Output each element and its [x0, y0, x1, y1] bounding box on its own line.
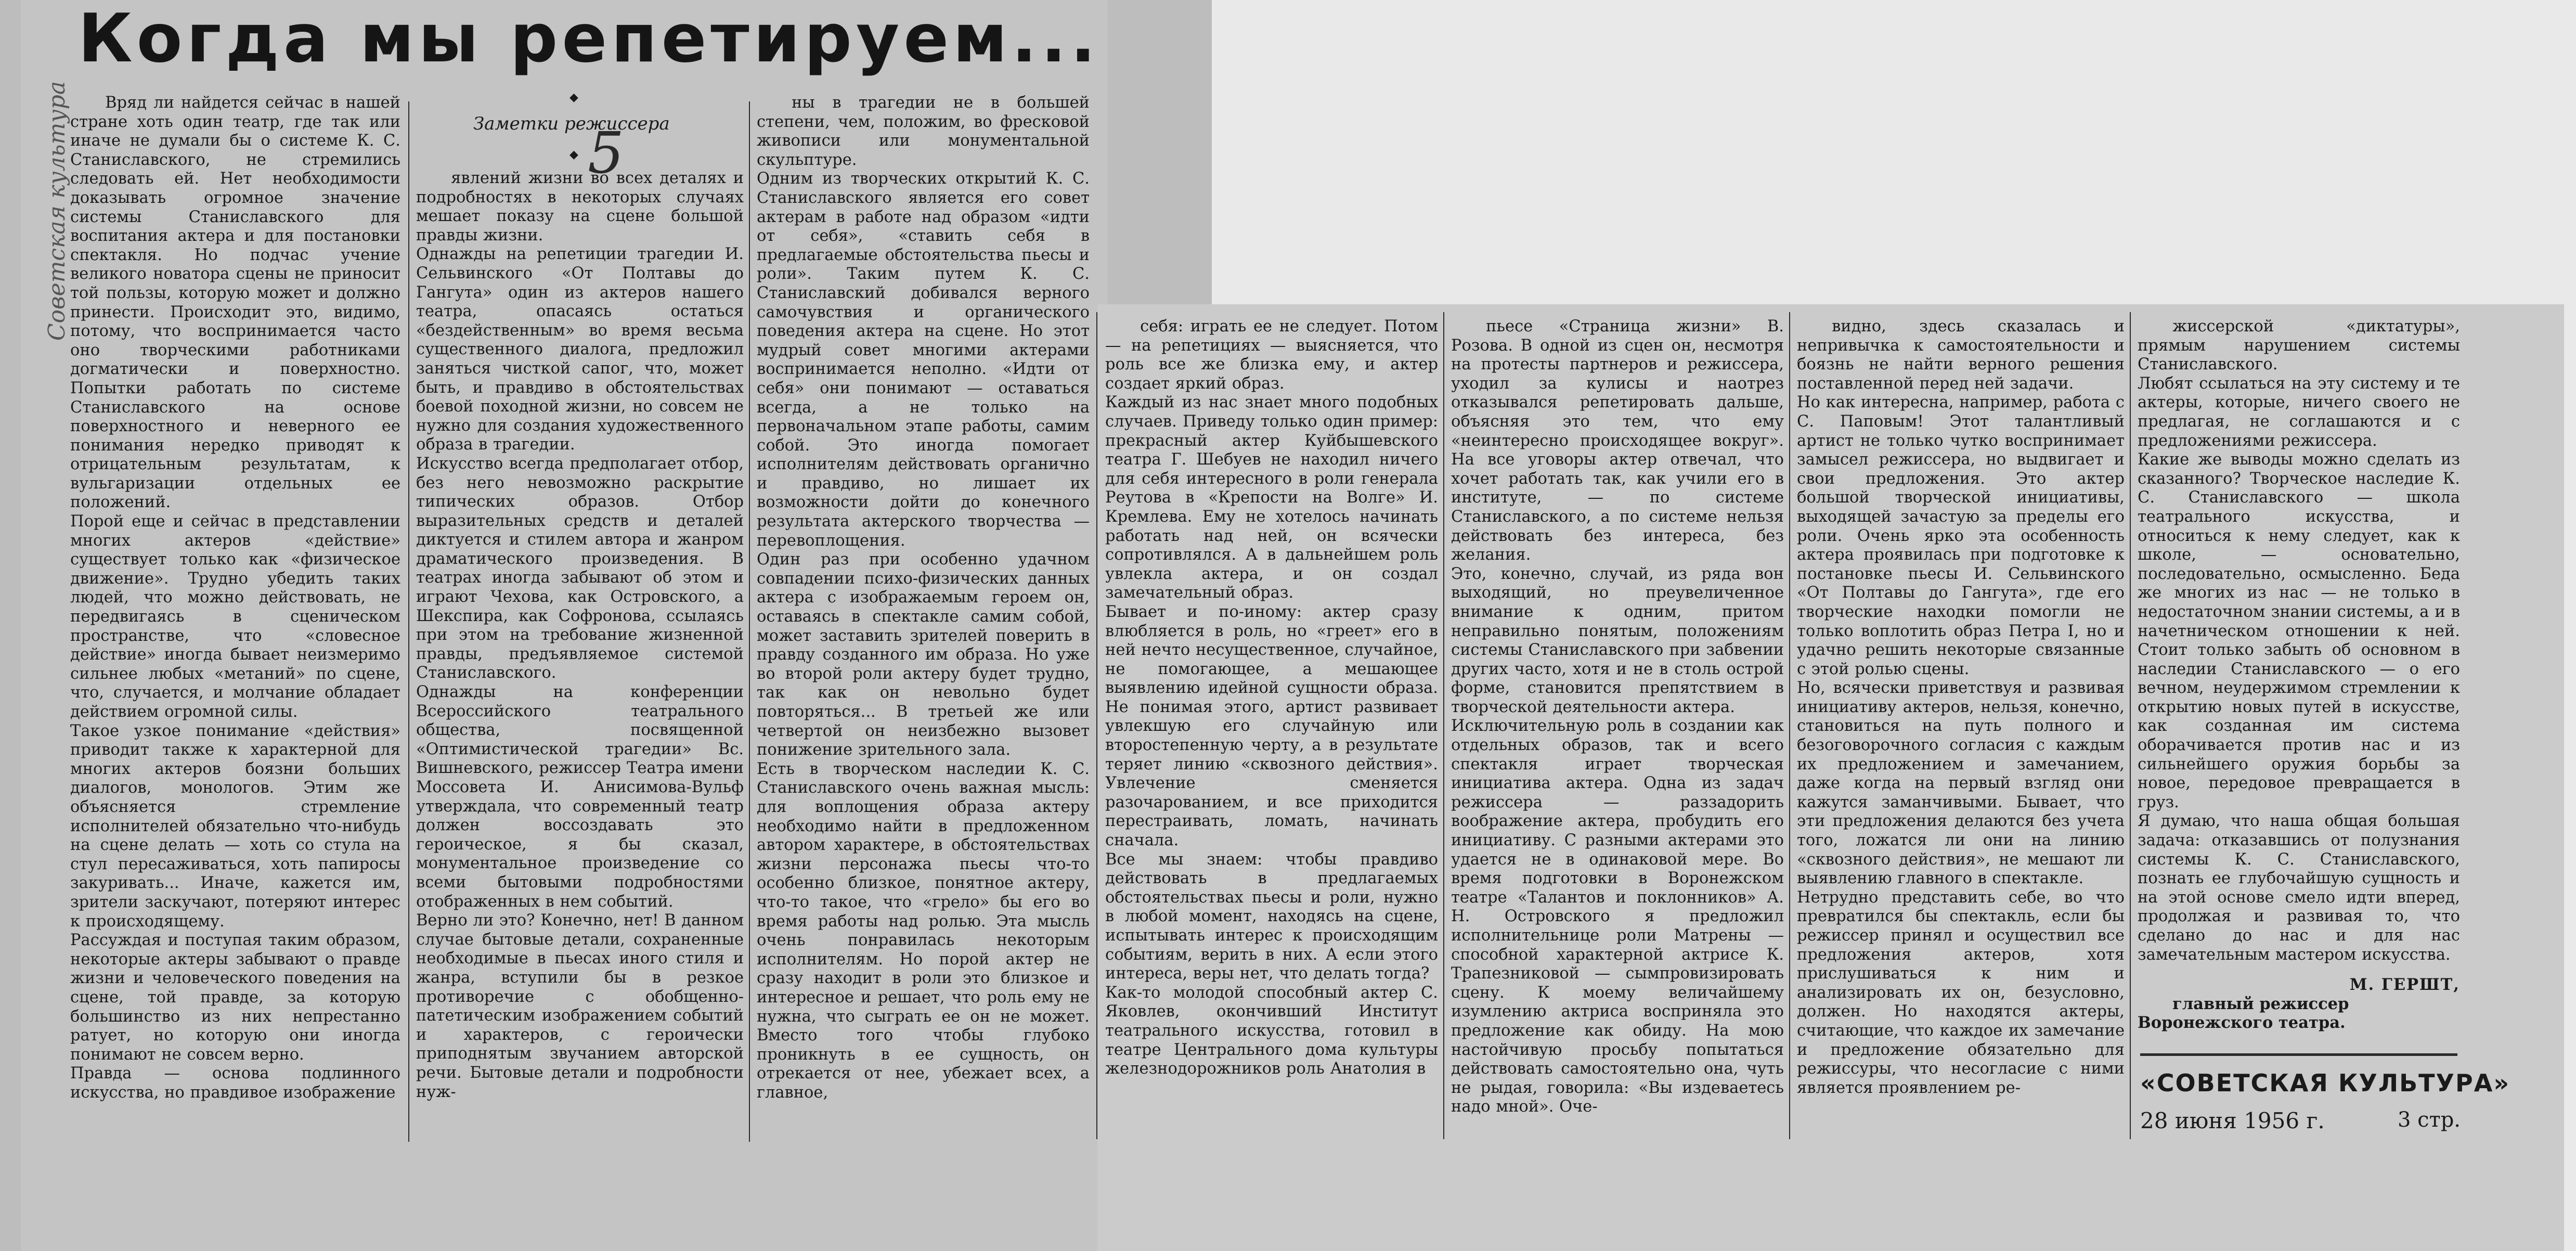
author-role: главный режиссер Воронежского театра. [2138, 994, 2349, 1033]
handwritten-margin-note: Советская культура [44, 81, 71, 341]
article-subtitle: Заметки режиссера [473, 113, 670, 134]
column-rule [2130, 312, 2131, 1139]
ornament-top: ◆ [569, 91, 578, 104]
source-rule [2140, 1053, 2457, 1056]
article-column-7: жиссерской «диктатуры», прямым нарушением системы Станиславского. Любят ссылаться на эту систему и те актеры, которые, ничего своего не предлагая, не соглашаются и с предложениями режиссера. Какие же выводы можно сделать из сказанного? Творческое наследие К. С. Станиславского — школа театрального искусства, и относиться к нему следует, как к школе, — основательно, последовательно, осмысленно. Беда же многих из нас — не только в недостаточном знании системы, а и в начетническом отношении к ней. Стоит только забыть об основном в наследии Станиславского — о его вечном, неудержимом стремлении к открытию новых путей в искусстве, как созданная им система оборачивается против нас и из сильнейшего оружия борьбы за новое, передовое превращается в груз. Я думаю, что наша общая большая задача: отказавшись от полузнания системы К. С. Станиславского, познать ее глубочайшую сущность и на этой основе смело идти вперед, продолжая и развивая то, что сделано до нас и для нас замечательным мастером искусства. [2138, 317, 2460, 964]
newspaper-name: «СОВЕТСКАЯ КУЛЬТУРА» [2140, 1069, 2510, 1097]
author-name: М. ГЕРШТ, [2349, 975, 2460, 994]
column-rule [1096, 312, 1097, 1139]
article-column-5: пьесе «Страница жизни» В. Розова. В одной из сцен он, несмотря на протесты партнеров и режиссера, уходил за кулисы и наотрез отказывался репетировать дальше, объясняя это тем, что ему «неинтересно происходящее вокруг». На все уговоры актер отвечал, что хочет работать так, как учили его в институте, — по системе Станиславского, а по системе нельзя действовать без интереса, без желания. Это, конечно, случай, из ряда вон выходящий, но преувеличенное внимание к одним, притом неправильно понятым, положениям системы Станиславского при забвении других часто, хотя и не в столь острой форме, становится препятствием в творческой деятельности актера. Исключительную роль в создании как отдельных образов, так и всего спектакля играет творческая инициатива актера. Одна из задач режиссера — раззадорить воображение актера, пробудить его инициативу. С разными актерами это удается не в одинаковой мере. Во время подготовки в Воронежском театре «Талантов и поклонников» А. Н. Островского я предложил исполнительнице роли Матрены — способной характерной актрисе К. Трапезниковой — сымпровизировать сцену. К моему величайшему изумлению актриса восприняла это предложение как обиду. На мою настойчивую просьбу попытаться действовать самостоятельно она, чуть не рыдая, говорила: «Вы издеваетесь надо мной». Оче- [1451, 317, 1784, 1116]
article-column-1: Вряд ли найдется сейчас в нашей стране хоть один театр, где так или иначе не думали бы о системе К. С. Станиславского, не стремились следовать ей. Нет необходимости доказывать огромное значение системы Станиславского для воспитания актера и для постановки спектакля. Но подчас учение великого новатора сцены не приносит той пользы, которую может и должно принести. Происходит это, видимо, потому, что воспринимается часто оно творческими работниками догматически и поверхностно. Попытки работать по системе Станиславского на основе поверхностного и неверного ее понимания нередко приводят к отрицательным результатам, к вульгаризации отдельных ее положений. Порой еще и сейчас в представлении многих актеров «действие» существует только как «физическое движение». Трудно убедить таких людей, что можно действовать, не передвигаясь в сценическом пространстве, что «словесное действие» иногда бывает неизмеримо сильнее любых «метаний» по сцене, что, случается, и молчание обладает действием огромной силы. Такое узкое понимание «действия» приводит также к характерной для многих актеров боязни больших диалогов, монологов. Этим же объясняется стремление исполнителей обязательно что-нибудь на сцене делать — хоть со стула на стул пересаживаться, хоть папиросы закуривать... Иначе, кажется им, зрители заскучают, потеряют интерес к происходящему. Рассуждая и поступая таким образом, некоторые актеры забывают о правде жизни и человеческого поведения на сцене, той правде, за которую большинство из них непрестанно ратует, но которую они иногда понимают не совсем верно. Правда — основа подлинного искусства, но правдивое изображение [70, 94, 400, 1102]
column-rule [408, 101, 409, 1142]
publication-date: 28 июня 1956 г. [2140, 1108, 2325, 1133]
article-column-6: видно, здесь сказалась и непривычка к самостоятельности и боязнь не найти верного решения поставленной перед ней задачи. Но как интересна, например, работа с С. Паповым! Этот талантливый артист не только чутко воспринимает замысел режиссера, но выдвигает и свои предложения. Это актер большой творческой инициативы, выходящей зачастую за пределы его роли. Очень ярко эта особенность актера проявилась при подготовке к постановке пьесы И. Сельвинского «От Полтавы до Гангута», где его творческие находки помогли не только воплотить образ Петра I, но и удачно решить некоторые связанные с этой ролью сцены. Но, всячески приветствуя и развивая инициативу актеров, нельзя, конечно, становиться на путь полного и безоговорочного согласия с каждым их предложением и замечанием, даже когда на первый взгляд они кажутся заманчивыми. Бывает, что эти предложения делаются без учета того, ложатся ли они на линию «сквозного действия», не мешают ли выявлению главного в спектакле. Нетрудно представить себе, во что превратился бы спектакль, если бы режиссер принял и осуществил все предложения актеров, хотя прислушиваться к ним и анализировать их он, безусловно, должен. Но находятся актеры, считающие, что каждое их замечание и предложение обязательно для режиссуры, что несогласие с ними является проявлением ре- [1797, 317, 2125, 1097]
article-title: Когда мы репетируем... [78, 0, 1100, 78]
article-column-3: ны в трагедии не в большей степени, чем, положим, во фресковой живописи или монументальной скульптуре. Одним из творческих открытий К. С. Станиславского является его совет актерам в работе над образом «идти от себя», «ставить себя в предлагаемые обстоятельства пьесы и роли». Таким путем К. С. Станиславский добивался верного самочувствия и органического поведения актера на сцене. Но этот мудрый совет многими актерами воспринимается неполно. «Идти от себя» они понимают — оставаться всегда, а не только на первоначальном этапе работы, самим собой. Это иногда помогает исполнителям действовать органично и правдиво, но лишает их возможности дойти до конечного результата актерского творчества — перевоплощения. Один раз при особенно удачном совпадении психо-физических данных актера с изображаемым героем он, оставаясь в спектакле самим собой, может заставить зрителей поверить в правду созданного им образа. Но уже во второй роли актеру будет трудно, так как он невольно будет повторяться... В третьей же или четвертой он неизбежно вызовет понижение зрительного зала. Есть в творческом наследии К. С. Станиславского очень важная мысль: для воплощения образа актеру необходимо найти в предложенном автором характере, в обстоятельствах жизни персонажа пьесы что-то особенно близкое, понятное актеру, что-то такое, что «грело» бы его во время работы над ролью. Эта мысль очень понравилась некоторым исполнителям. Но порой актер не сразу находит в роли это близкое и интересное и решает, что роль ему не нужна, что сыграть ее он не может. Вместо того чтобы глубоко проникнуть в ее сущность, он отрекается от нее, убежает всех, а главное, [757, 94, 1090, 1102]
ornament-bottom: ◆ [569, 148, 578, 161]
column-rule [1789, 312, 1790, 1139]
column-rule [1443, 312, 1444, 1139]
pen-mark: 5 [588, 120, 624, 186]
author-signature [2138, 975, 2460, 1033]
column-rule [749, 101, 750, 1142]
page-number: 3 стр. [2398, 1108, 2461, 1132]
article-column-2: явлений жизни во всех деталях и подробностях в некоторых случаях мешает показу на сцене большой правды жизни. Однажды на репетиции трагедии И. Сельвинского «От Полтавы до Гангута» один из актеров нашего театра, опасаясь остаться «бездейственным» во время весьма существенного диалога, предложил заняться чисткой сапог, что, может быть, и правдиво в обстоятельствах боевой походной жизни, но совсем не нужно для создания художественного образа в трагедии. Искусство всегда предполагает отбор, без него невозможно раскрытие типических образов. Отбор выразительных средств и деталей диктуется и стилем автора и жанром драматического произведения. В театрах иногда забывают об этом и играют Чехова, как Островского, а Шекспира, как Софронова, ссылаясь при этом на требование жизненной правды, предъявляемое системой Станиславского. Однажды на конференции Всероссийского театрального общества, посвященной «Оптимистической трагедии» Вс. Вишневского, режиссер Театра имени Моссовета И. Анисимова-Вульф утверждала, что современный театр должен воссоздавать это героическое, я бы сказал, монументальное произведение со всеми бытовыми подробностями отображенных в нем событий. Верно ли это? Конечно, нет! В данном случае бытовые детали, сохраненные необходимые в пьесах иного стиля и жанра, вступили бы в резкое противоречие с обобщенно-патетическим изображением событий и характеров, с героически приподнятым звучанием авторской речи. Бытовые детали и подробности нуж- [416, 169, 744, 1101]
article-column-4: себя: играть ее не следует. Потом — на репетициях — выясняется, что роль все же близка ему, и актер создает яркий образ. Каждый из нас знает много подобных случаев. Приведу только один пример: прекрасный актер Куйбышевского театра Г. Шебуев не находил ничего для себя интересного в роли генерала Реутова в «Крепости на Волге» И. Кремлева. Ему не хотелось начинать работать над ней, он всячески сопротивлялся. А в дальнейшем роль увлекла актера, и он создал замечательный образ. Бывает и по-иному: актер сразу влюбляется в роль, но «греет» его в ней нечто несущественное, случайное, не помогающее, а мешающее выявлению идейной сущности образа. Не понимая этого, артист развивает увлекшую его случайную или второстепенную черту, а в результате теряет линию «сквозного действия». Увлечение сменяется разочарованием, и все приходится перестраивать, ломать, начинать сначала. Все мы знаем: чтобы правдиво действовать в предлагаемых обстоятельствах пьесы и роли, нужно в любой момент, находясь на сцене, испытывать интерес к происходящим событиям, верить в них. А если этого интереса, веры нет, что делать тогда? Как-то молодой способный актер С. Яковлев, окончивший Институт театрального искусства, готовил в театре Центрального дома культуры железнодорожников роль Анатолия в [1105, 317, 1438, 1078]
